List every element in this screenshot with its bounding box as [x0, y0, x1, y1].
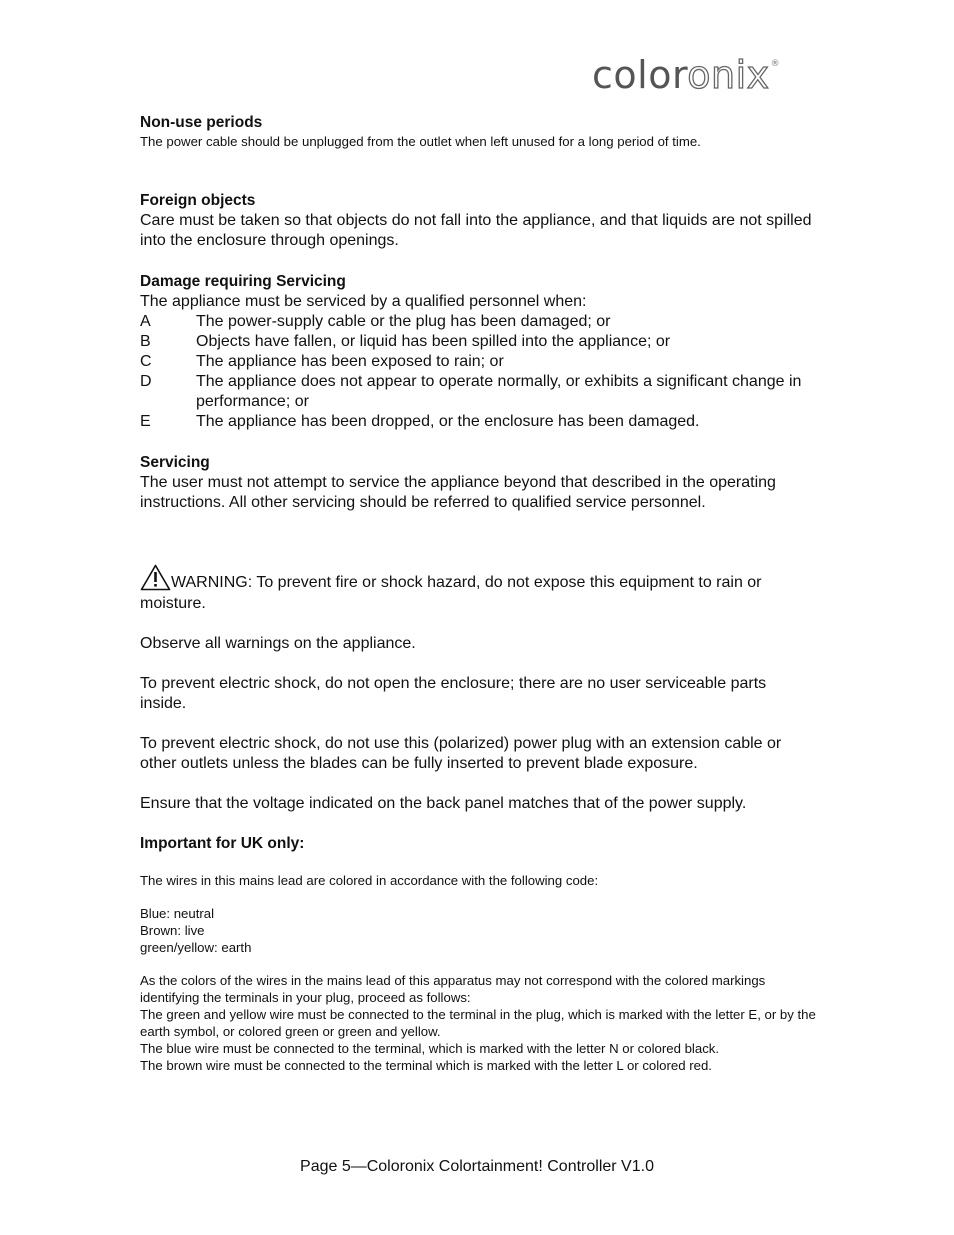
- observe-warnings-text: Observe all warnings on the appliance.: [140, 635, 416, 652]
- heading-servicing: Servicing: [140, 454, 210, 471]
- list-letter: A: [140, 313, 151, 330]
- section-foreign-objects: [140, 191, 815, 272]
- list-letter: C: [140, 353, 152, 370]
- registered-mark: ®: [770, 59, 781, 69]
- list-text: The appliance has been dropped, or the enclosure has been damaged.: [196, 413, 700, 430]
- wire-code-blue: Blue: neutral: [140, 906, 215, 921]
- uk-paragraph-3: The blue wire must be connected to the terminal, which is marked with the letter N or colored black.: [140, 1041, 720, 1056]
- coloronix-logo: [592, 53, 781, 97]
- list-item: [140, 352, 815, 372]
- uk-intro-text: The wires in this mains lead are colored in accordance with the following code:: [140, 873, 599, 888]
- logo-text-solid: color: [592, 53, 688, 97]
- section-non-use-periods: [140, 113, 815, 191]
- list-text: The appliance does not appear to operate normally, or exhibits a significant change in performance; or: [196, 373, 802, 410]
- warning-paragraph: [140, 564, 815, 614]
- list-item: [140, 312, 815, 332]
- section-servicing: [140, 453, 815, 564]
- list-item: [140, 372, 815, 412]
- text-non-use-periods: The power cable should be unplugged from the outlet when left unused for a long period of time.: [140, 134, 701, 149]
- uk-paragraph-2: The green and yellow wire must be connected to the terminal in the plug, which is marked with the letter E, or by the earth symbol, or colored green or green and yellow.: [140, 1007, 816, 1039]
- list-text: The appliance has been exposed to rain; or: [196, 353, 504, 370]
- list-letter: B: [140, 333, 151, 350]
- warning-triangle-icon: [140, 564, 171, 591]
- uk-paragraph-4: The brown wire must be connected to the terminal which is marked with the letter L or colored red.: [140, 1058, 712, 1073]
- list-item: [140, 412, 815, 432]
- list-text: The power-supply cable or the plug has been damaged; or: [196, 313, 611, 330]
- heading-damage-requiring-servicing: Damage requiring Servicing: [140, 273, 346, 290]
- uk-paragraph-1: As the colors of the wires in the mains lead of this apparatus may not correspond with the colored markings identifying the terminals in your plug, proceed as follows:: [140, 973, 766, 1005]
- page-footer: Page 5—Coloronix Colortainment! Controller V1.0: [300, 1158, 654, 1175]
- text-foreign-objects: Care must be taken so that objects do not fall into the appliance, and that liquids are not spilled into the enclosure through openings.: [140, 212, 812, 249]
- text-servicing: The user must not attempt to service the appliance beyond that described in the operating instructions. All other servicing should be referred to qualified service personnel.: [140, 474, 776, 511]
- section-damage-requiring-servicing: [140, 272, 815, 453]
- polarized-plug-text: To prevent electric shock, do not use this (polarized) power plug with an extension cable or other outlets unless the blades can be fully inserted to prevent blade exposure.: [140, 735, 782, 772]
- warning-text: WARNING: To prevent fire or shock hazard, do not expose this equipment to rain or moisture.: [140, 574, 762, 612]
- voltage-text: Ensure that the voltage indicated on the back panel matches that of the power supply.: [140, 795, 747, 812]
- heading-uk-only: Important for UK only:: [140, 835, 305, 852]
- wire-code-green-yellow: green/yellow: earth: [140, 940, 252, 955]
- list-item: [140, 332, 815, 352]
- logo-text-outline: onix: [687, 53, 770, 97]
- wire-code-brown: Brown: live: [140, 923, 205, 938]
- list-letter: D: [140, 373, 152, 390]
- list-letter: E: [140, 413, 151, 430]
- list-text: Objects have fallen, or liquid has been spilled into the appliance; or: [196, 333, 671, 350]
- heading-non-use-periods: Non-use periods: [140, 114, 263, 131]
- text-damage-intro: The appliance must be serviced by a qualified personnel when:: [140, 293, 587, 310]
- enclosure-warning-text: To prevent electric shock, do not open the enclosure; there are no user serviceable parts inside.: [140, 675, 767, 712]
- page-content: [140, 113, 815, 1074]
- heading-foreign-objects: Foreign objects: [140, 192, 256, 209]
